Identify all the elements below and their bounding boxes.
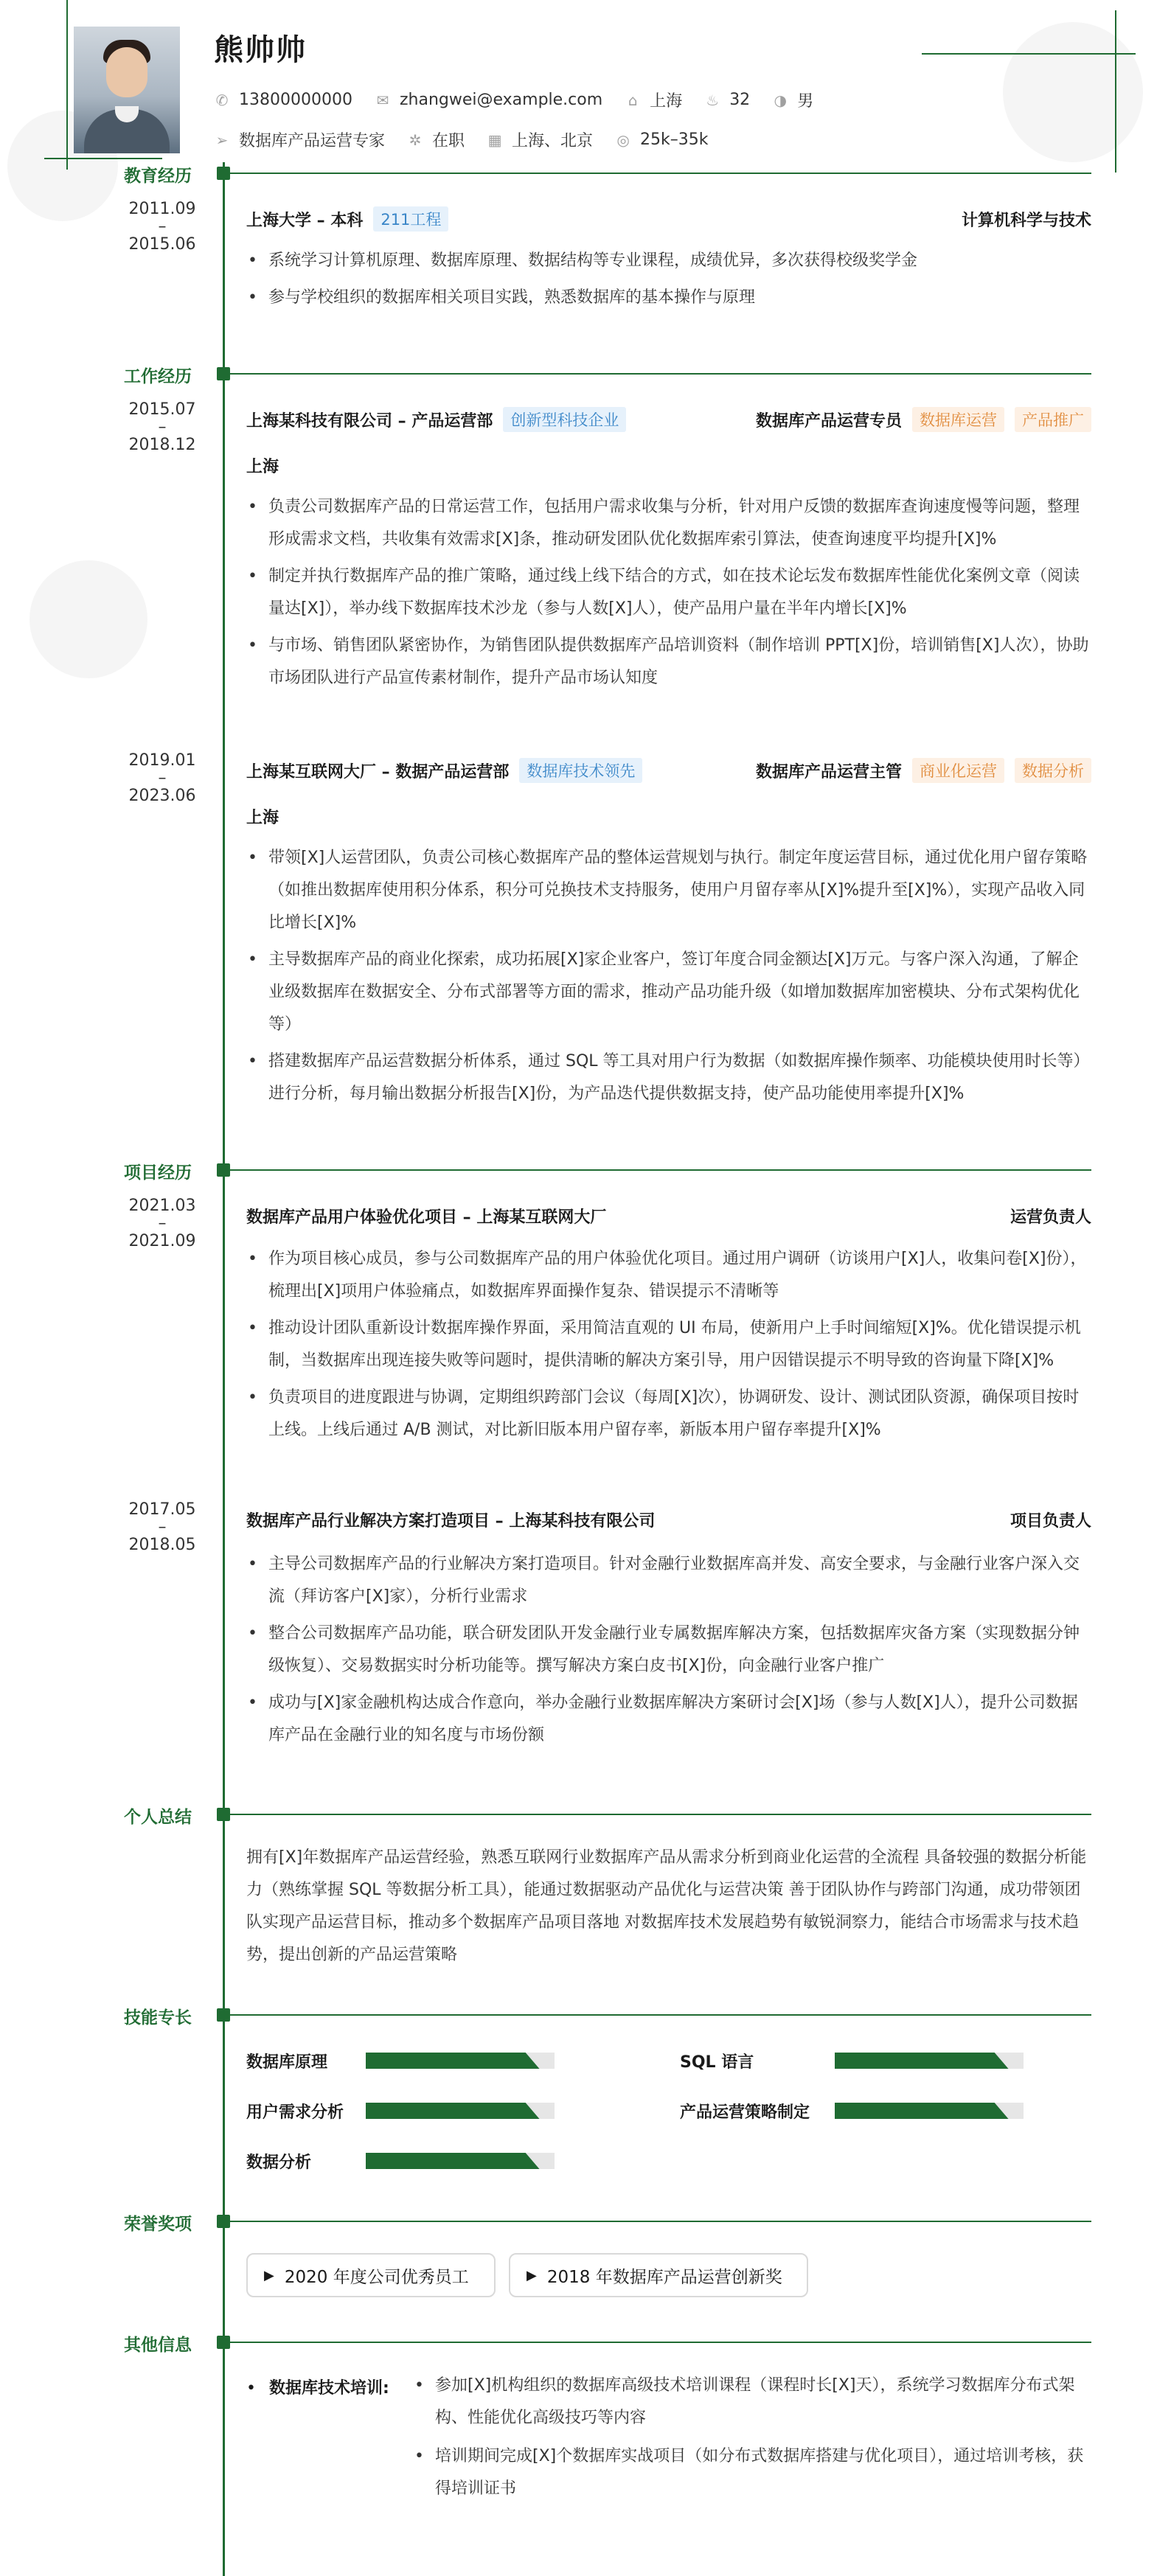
edu-date: 2011.09 – 2015.06: [128, 200, 196, 254]
section-title-work: 工作经历: [124, 367, 192, 386]
contact-row: [214, 88, 835, 111]
job-role: 数据库产品运营主管: [755, 762, 902, 781]
summary-text: 拥有[X]年数据库产品运营经验，熟悉互联网行业数据库产品从需求分析到商业化运营的全流程 具备较强的数据分析能力（熟练掌握 SQL 等数据分析工具），能通过数据驱动产品优化与运营决策 善于团队协作与跨部门沟通，成功带领团队实现产品运营目标，推动多个数据库产品项目落地 对数据库技术发展趋势有敏锐洞察力，能结合市场需求与技术趋势，提出创新的产品运营策略: [246, 1848, 1087, 1964]
list-item: • 推动设计团队重新设计数据库操作界面，采用简洁直观的 UI 布局，使新用户上手时间缩短[X]%。优化错误提示机制，当数据库出现连接失败等问题时，提供清晰的解决方案引导，用户因错误提示不明导致的咨询量下降[X]%: [246, 1312, 1091, 1377]
work-bullets: [246, 842, 1091, 1115]
project-role: 项目负责人: [1010, 1512, 1091, 1531]
other-list: [413, 2370, 1099, 2511]
candidate-name: 熊帅帅: [214, 33, 307, 67]
school-tag: 211工程: [373, 206, 448, 232]
role-tag: 数据分析: [1015, 758, 1091, 783]
section-node: [217, 367, 230, 380]
decor-line-right-horizontal: [922, 53, 1136, 55]
project-bullets: [246, 1548, 1091, 1756]
phone-item: ✆ 13800000000: [214, 91, 352, 109]
list-item: • 成功与[X]家金融机构达成合作意向，举办金融行业数据库解决方案研讨会[X]场（参与人数[X]人），提升公司数据库产品在金融行业的知名度与市场份额: [246, 1687, 1091, 1752]
section-title-projects: 项目经历: [124, 1163, 192, 1183]
edu-header: [246, 206, 1091, 232]
skill-bar-fill: [366, 2053, 540, 2069]
skill-bar-fill: [835, 2103, 1009, 2119]
decor-circle-top-right: [1003, 22, 1143, 162]
gender-item: ◑ 男: [772, 88, 813, 111]
job-intent-row: [214, 128, 731, 151]
play-icon: ▶: [527, 2267, 537, 2283]
skill-bar: [366, 2153, 555, 2169]
project-role: 运营负责人: [1010, 1208, 1091, 1227]
work-date: 2015.07 – 2018.12: [128, 400, 196, 454]
list-item: • 主导数据库产品的商业化探索，成功拓展[X]家企业客户，签订年度合同金额达[X]万元。与客户深入沟通，了解企业级数据库在数据安全、分布式部署等方面的需求，推动产品功能升级（如增加数据库加密模块、分布式架构优化等）: [246, 944, 1091, 1041]
list-item: • 系统学习计算机原理、数据库原理、数据结构等专业课程，成绩优异，多次获得校级奖学金: [246, 245, 1091, 277]
gear-icon: ✲: [409, 130, 422, 149]
work-bullets: [246, 491, 1091, 699]
section-title-other: 其他信息: [124, 2336, 192, 2355]
honor-chip: ▶ 2020 年度公司优秀员工: [246, 2253, 496, 2297]
company-name: 上海某互联网大厂 – 数据产品运营部: [246, 762, 510, 781]
skill-bar-fill: [366, 2103, 540, 2119]
work-location: 上海: [246, 809, 279, 827]
send-icon: ➢: [215, 130, 229, 149]
section-divider: [230, 2342, 1091, 2343]
project-header: [246, 1508, 1091, 1531]
work-header: [246, 758, 1091, 783]
section-divider: [230, 2014, 1091, 2016]
email-item: ✉ zhangwei@example.com: [375, 91, 602, 109]
list-item: • 制定并执行数据库产品的推广策略，通过线上线下结合的方式，如在技术论坛发布数据库性能优化案例文章（阅读量达[X]），举办线下数据库技术沙龙（参与人数[X]人），使产品用户量在半年内增长[X]%: [246, 560, 1091, 625]
decor-line-right-vertical: [1115, 10, 1116, 173]
company-tag: 数据库技术领先: [519, 758, 642, 783]
list-item: • 搭建数据库产品运营数据分析体系，通过 SQL 等工具对用户行为数据（如数据库操作频率、功能模块使用时长等）进行分析，每月输出数据分析报告[X]份，为产品迭代提供数据支持，使产品功能使用率提升[X]%: [246, 1045, 1091, 1110]
other-label: • 数据库技术培训:: [246, 2375, 389, 2398]
decor-line-left-horizontal: [44, 158, 162, 159]
skill-label: 数据分析: [246, 2154, 312, 2172]
home-icon: ⌂: [628, 91, 638, 109]
major: 计算机科学与技术: [961, 211, 1091, 230]
section-node: [217, 2008, 230, 2022]
section-node: [217, 2215, 230, 2228]
project-date: 2021.03 – 2021.09: [128, 1197, 196, 1250]
list-item: • 参与学校组织的数据库相关项目实践，熟悉数据库的基本操作与原理: [246, 282, 1091, 314]
target-cities-item: ▦ 上海、北京: [487, 130, 594, 150]
honor-chip: ▶ 2018 年数据库产品运营创新奖: [509, 2253, 808, 2297]
list-item: • 负责公司数据库产品的日常运营工作，包括用户需求收集与分析，针对用户反馈的数据库查询速度慢等问题，整理形成需求文档，共收集有效需求[X]条，推动研发团队优化数据库索引算法，使查询速度平均提升[X]%: [246, 491, 1091, 556]
salary-item: ◎ 25k–35k: [615, 130, 708, 149]
work-location: 上海: [246, 458, 279, 476]
phone-icon: ✆: [215, 91, 229, 109]
section-node: [217, 167, 230, 180]
work-header: [246, 407, 1091, 432]
section-node: [217, 1163, 230, 1177]
section-title-skills: 技能专长: [124, 2008, 192, 2027]
edu-bullets: [246, 245, 1091, 318]
list-item: • 整合公司数据库产品功能，联合研发团队开发金融行业专属数据库解决方案，包括数据库灾备方案（实现数据分钟级恢复）、交易数据实时分析功能等。撰写解决方案白皮书[X]份，向金融行业客户推广: [246, 1618, 1091, 1682]
skill-label: 用户需求分析: [246, 2103, 344, 2122]
building-icon: ▦: [487, 130, 502, 149]
skill-label: SQL 语言: [680, 2053, 754, 2072]
work-date: 2019.01 – 2023.06: [128, 751, 196, 805]
avatar: [74, 27, 180, 153]
position-item: ➢ 数据库产品运营专家: [214, 128, 385, 151]
project-name: 数据库产品行业解决方案打造项目 – 上海某科技有限公司: [246, 1512, 656, 1531]
role-tag: 产品推广: [1015, 407, 1091, 432]
money-icon: ◎: [616, 130, 630, 149]
list-item: • 参加[X]机构组织的数据库高级技术培训课程（课程时长[X]天），系统学习数据库分布式架构、性能优化高级技巧等内容: [413, 2370, 1099, 2434]
company-tag: 创新型科技企业: [503, 407, 626, 432]
section-title-honors: 荣誉奖项: [124, 2215, 192, 2234]
section-divider: [230, 173, 1091, 174]
school-name: 上海大学 – 本科: [246, 211, 364, 230]
mail-icon: ✉: [376, 91, 389, 109]
list-item: • 负责项目的进度跟进与协调，定期组织跨部门会议（每周[X]次），协调研发、设计、测试团队资源，确保项目按时上线。上线后通过 A/B 测试，对比新旧版本用户留存率，新版本用户留存率提升[X]%: [246, 1382, 1091, 1447]
section-title-education: 教育经历: [124, 167, 192, 186]
project-header: [246, 1205, 1091, 1228]
status-item: ✲ 在职: [407, 128, 465, 151]
section-divider: [230, 1814, 1091, 1815]
gender-icon: ◑: [774, 91, 787, 109]
project-name: 数据库产品用户体验优化项目 – 上海某互联网大厂: [246, 1208, 607, 1227]
timeline-spine: [223, 162, 225, 2576]
section-divider: [230, 373, 1091, 375]
cake-icon: ♨: [706, 91, 720, 109]
section-divider: [230, 1169, 1091, 1171]
skill-bar-fill: [366, 2153, 540, 2169]
decor-line-left-vertical: [66, 0, 68, 170]
list-item: • 与市场、销售团队紧密协作，为销售团队提供数据库产品培训资料（制作培训 PPT[X]份，培训销售[X]人次），协助市场团队进行产品宣传素材制作，提升产品市场认知度: [246, 630, 1091, 695]
list-item: • 培训期间完成[X]个数据库实战项目（如分布式数据库搭建与优化项目），通过培训考核，获得培训证书: [413, 2440, 1099, 2505]
project-bullets: [246, 1243, 1091, 1451]
list-item: • 作为项目核心成员，参与公司数据库产品的用户体验优化项目。通过用户调研（访谈用户[X]人，收集问卷[X]份），梳理出[X]项用户体验痛点，如数据库界面操作复杂、错误提示不清晰等: [246, 1243, 1091, 1308]
list-item: • 带领[X]人运营团队，负责公司核心数据库产品的整体运营规划与执行。制定年度运营目标，通过优化用户留存策略（如推出数据库使用积分体系，积分可兑换技术支持服务，使用户月留存率从[X]%提升至[X]%），实现产品收入同比增长[X]%: [246, 842, 1091, 939]
project-date: 2017.05 – 2018.05: [128, 1500, 196, 1554]
city-item: ⌂ 上海: [625, 88, 682, 111]
company-name: 上海某科技有限公司 – 产品运营部: [246, 411, 493, 431]
skill-bar: [835, 2103, 1024, 2119]
section-node: [217, 2336, 230, 2349]
job-role: 数据库产品运营专员: [755, 411, 902, 431]
skill-bar: [366, 2103, 555, 2119]
section-divider: [230, 2221, 1091, 2222]
role-tag: 商业化运营: [912, 758, 1004, 783]
skill-bar-fill: [835, 2053, 1009, 2069]
role-tag: 数据库运营: [912, 407, 1004, 432]
play-icon: ▶: [264, 2267, 274, 2283]
list-item: • 主导公司数据库产品的行业解决方案打造项目。针对金融行业数据库高并发、高安全要求，与金融行业客户深入交流（拜访客户[X]家），分析行业需求: [246, 1548, 1091, 1613]
skill-label: 产品运营策略制定: [680, 2103, 810, 2122]
section-node: [217, 1808, 230, 1821]
decor-circle-mid-left: [29, 560, 147, 678]
skill-label: 数据库原理: [246, 2053, 328, 2072]
section-title-summary: 个人总结: [124, 1808, 192, 1827]
age-item: ♨ 32: [704, 91, 750, 109]
skill-bar: [835, 2053, 1024, 2069]
skill-bar: [366, 2053, 555, 2069]
